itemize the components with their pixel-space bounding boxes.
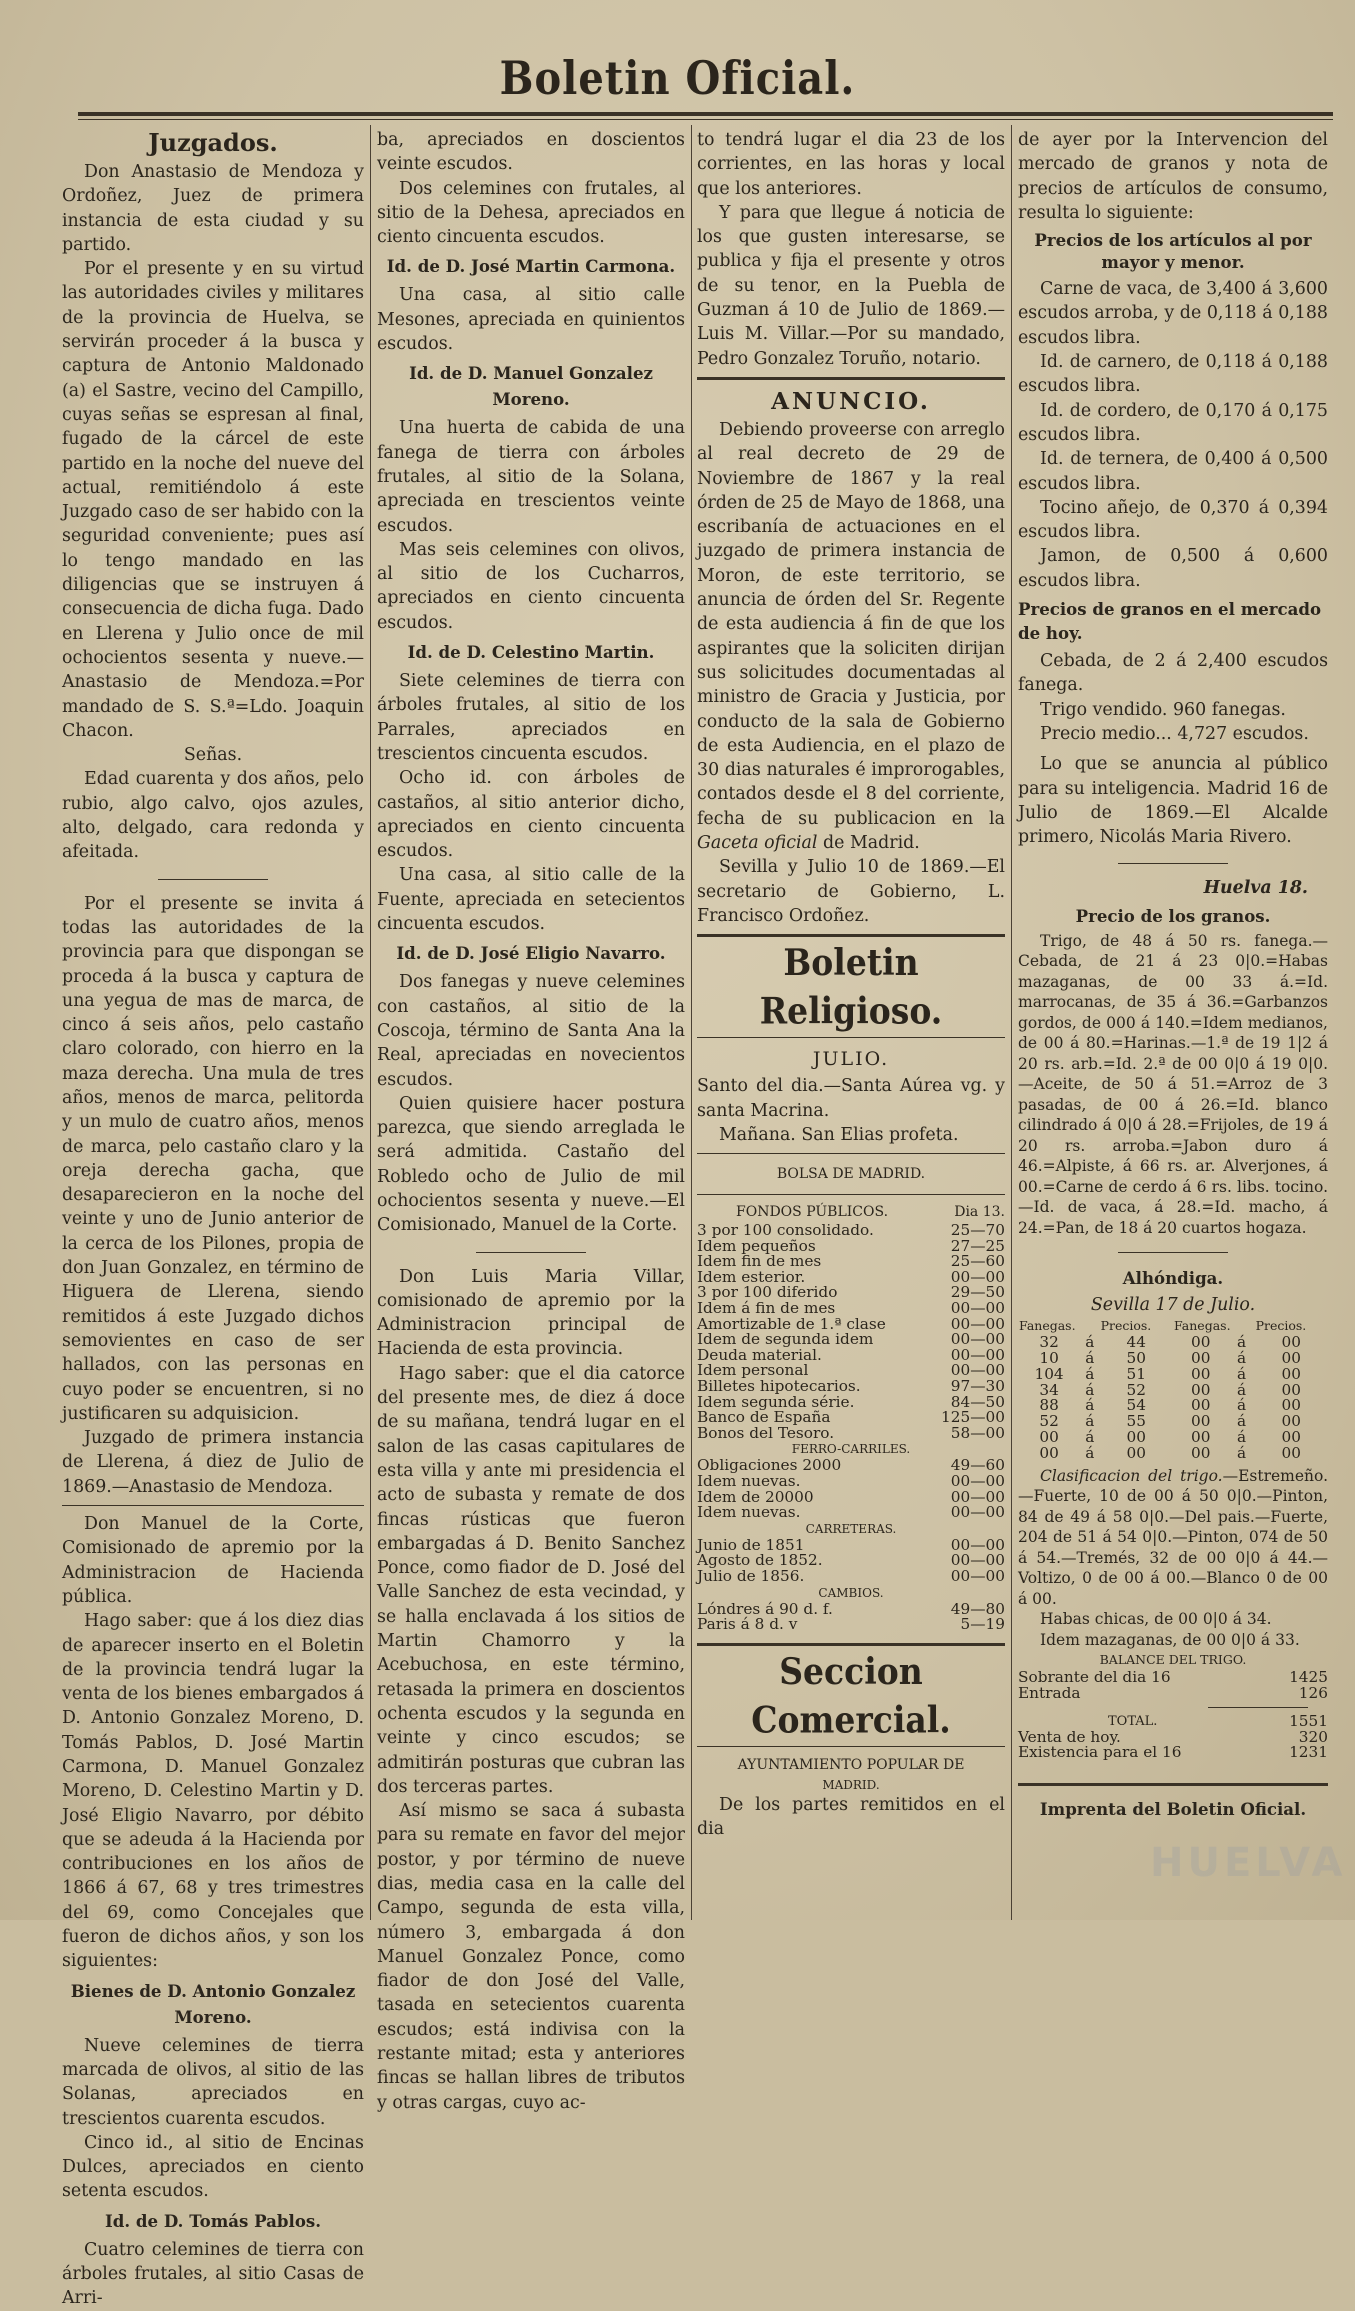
masthead-rule-thin — [78, 119, 1333, 120]
row-value: 25—60 — [950, 1252, 1005, 1271]
balance-totals — [1018, 1714, 1328, 1761]
table-cell: 00 — [1191, 1349, 1211, 1368]
row-value: 00—00 — [950, 1361, 1005, 1380]
total-value: 1551 — [1289, 1712, 1328, 1731]
table-cell: 00 — [1191, 1412, 1211, 1431]
row-label: 3 por 100 consolidado. — [697, 1221, 874, 1240]
manana-text: Mañana. San Elias profeta. — [719, 1124, 959, 1145]
row-value: 00—00 — [950, 1503, 1005, 1522]
paragraph: Por el presente y en su virtud las autoridades civiles y militares de la provincia de Huelva, se servirán proceder á la busca y captura de Antonio Maldonado (a) el Sastre, vecino del Campillo, cuyas señas se espresan al final, fugado de la cárcel de este partido en la noche del nueve del actual, remitiéndolo á este Juzgado caso de ser habido con la seguridad conveniente; pues así lo tengo mandado en las diligencias que se instruyen á consecuencia de dicha fuga. Dado en Llerena y Julio once de mil ochocientos sesenta y nueve.—Anastasio de Mendoza.=Por mandado de S. S.ª=Ldo. Joaquin Chacon. — [62, 259, 364, 741]
row-label: Sobrante del dia 16 — [1018, 1668, 1171, 1687]
table-cell: 00 — [1281, 1412, 1302, 1431]
paragraph: Trigo vendido. 960 fanegas. — [1040, 699, 1286, 720]
paragraph: Cuatro celemines de tierra con árboles frutales, al sitio Casas de Arri- — [62, 2239, 364, 2309]
masthead-rule — [78, 112, 1333, 116]
separator — [697, 934, 1005, 937]
row-label: Idem personal — [697, 1361, 809, 1380]
paragraph: Cebada, de 2 á 2,400 escudos fanega. — [1018, 651, 1328, 696]
dia-header: Dia 13. — [954, 1204, 1005, 1221]
table-subheader: FERRO-CARRILES. — [791, 1442, 911, 1457]
balance-title: BALANCE DEL TRIGO. — [1099, 1652, 1247, 1668]
row-label: Obligaciones 2000 — [697, 1456, 842, 1475]
table-cell: 00 — [1039, 1428, 1059, 1446]
paragraph: Edad cuarenta y dos años, pelo rubio, algo calvo, ojos azules, alto, delgado, cara redonda y afeitada. — [62, 769, 364, 863]
paragraph: Don Manuel de la Corte, Comisionado de apremio por la Administracion de Hacienda pública. — [62, 1514, 364, 1607]
table-cell: 32 — [1039, 1333, 1059, 1352]
paragraph: De los partes remitidos en el dia — [697, 1794, 1005, 1840]
table-cell: á — [1085, 1364, 1095, 1383]
table-cell: 55 — [1126, 1412, 1147, 1431]
separator — [697, 377, 1005, 380]
row-value: 1425 — [1289, 1668, 1328, 1687]
sevilla-date: Sevilla 17 de Julio. — [1090, 1295, 1256, 1316]
table-cell: á — [1085, 1412, 1095, 1431]
paragraph: Precio medio... 4,727 escudos. — [1040, 723, 1309, 744]
price-item: Jamon, de 0,500 á 0,600 escudos libra. — [1018, 546, 1328, 591]
table-subheader: CAMBIOS. — [818, 1585, 884, 1600]
paragraph — [1018, 1466, 1328, 1610]
subheading: Id. de D. José Martin Carmona. — [386, 256, 676, 277]
paragraph: Una huerta de cabida de una fanega de tierra con árboles frutales, al sitio de la Solana, apreciada en trescientos veinte escudos. — [377, 418, 685, 536]
paragraph: Sevilla y Julio 10 de 1869.—El secretario de Gobierno, L. Francisco Ordoñez. — [697, 857, 1005, 926]
table-cell: á — [1236, 1333, 1247, 1352]
row-value: 97—30 — [950, 1377, 1005, 1396]
table-cell: 00 — [1281, 1364, 1302, 1383]
existencia-label: Existencia para el 16 — [1018, 1743, 1182, 1762]
row-value: 25—70 — [950, 1221, 1005, 1240]
table-row — [697, 1617, 1005, 1633]
row-label: Deuda material. — [697, 1345, 822, 1364]
table-cell: á — [1085, 1396, 1095, 1415]
row-label: Idem de segunda idem — [697, 1330, 874, 1349]
separator — [697, 1037, 1005, 1038]
table-cell: 104 — [1034, 1364, 1064, 1383]
table-cell: 51 — [1126, 1364, 1147, 1383]
row-value: 29—50 — [950, 1283, 1005, 1302]
price-item: Carne de vaca, de 3,400 á 3,600 escudos arroba, y de 0,118 á 0,188 escudos libra. — [1018, 279, 1328, 348]
watermark-logo: HUELVA — [1150, 1840, 1347, 1886]
separator — [697, 1643, 1005, 1646]
row-value: 00—00 — [950, 1330, 1005, 1349]
table-cell: 00 — [1191, 1396, 1211, 1415]
madrid-title: MADRID. — [822, 1777, 880, 1792]
table-row — [697, 1426, 1005, 1442]
santo-text: Santo del dia.—Santa Aúrea vg. y santa Macrina. — [697, 1076, 1005, 1121]
row-value: 126 — [1298, 1683, 1328, 1702]
table-cell: 00 — [1191, 1428, 1211, 1446]
paragraph: de ayer por la Intervencion del mercado de granos y nota de precios de artículos de consumo, resulta lo siguiente: — [1018, 130, 1328, 223]
row-label: Agosto de 1852. — [697, 1551, 823, 1570]
row-label: 3 por 100 diferido — [697, 1283, 838, 1302]
julio-title: JULIO. — [812, 1048, 890, 1071]
paragraph: Juzgado de primera instancia de Llerena, á diez de Julio de 1869.—Anastasio de Mendoza. — [62, 1428, 364, 1497]
table-cell: á — [1236, 1349, 1247, 1368]
subheading: Id. de D. Manuel Gonzalez Moreno. — [409, 363, 653, 410]
fanegas-header: Fanegas. — [1173, 1318, 1231, 1334]
table-cell: 50 — [1126, 1349, 1147, 1368]
table-cell: 00 — [1281, 1428, 1302, 1446]
table-row — [1018, 1686, 1328, 1702]
paragraph: Una casa, al sitio calle de la Fuente, apreciada en setecientos cincuenta escudos. — [377, 865, 685, 935]
bolsa-table — [697, 1201, 1005, 1633]
row-value: 49—80 — [950, 1599, 1005, 1618]
row-label: Idem nuevas. — [697, 1472, 801, 1490]
price-item: Id. de carnero, de 0,118 á 0,188 escudos libra. — [1018, 352, 1328, 397]
subheading: Id. de D. Tomás Pablos. — [104, 2210, 322, 2231]
row-value: 00—00 — [950, 1267, 1005, 1286]
precios-title: Precios de los artículos al por mayor y menor. — [1034, 230, 1312, 273]
column-2 — [377, 128, 685, 2115]
column-divider — [691, 125, 692, 1920]
row-label: Idem segunda série. — [697, 1392, 855, 1411]
huelva-title: Precio de los granos. — [1075, 905, 1271, 926]
section-juzgados-title: Juzgados. — [148, 128, 278, 157]
row-label: Idem fin de mes — [697, 1252, 822, 1271]
separator — [697, 1194, 1005, 1195]
paragraph: Hago saber: que á los diez dias de aparecer inserto en el Boletin de la provincia tendrá lugar la venta de los bienes embargados á D. Antonio Gonzalez Moreno, D. Tomás Pablos, D. José Martin Carmona, D. Manuel Gonzalez Moreno, D. Celestino Martin y D. José Eligio Navarro, por débito que se adeuda á la Hacienda por contribuciones en los años de 1866 á 67, 68 y tres trimestres del 69, como Concejales que fueron de dichos años, y son los siguientes: — [62, 1611, 364, 1972]
paragraph: Cinco id., al sitio de Encinas Dulces, apreciados en ciento setenta escudos. — [62, 2132, 364, 2202]
alhondiga-title: Alhóndiga. — [1122, 1268, 1224, 1289]
granos-title: Precios de granos en el mercado de hoy. — [1018, 599, 1322, 644]
separator — [697, 1153, 1005, 1154]
gaceta-text: Gaceta oficial — [697, 833, 818, 854]
table-cell: á — [1085, 1428, 1095, 1446]
imprenta-footer: Imprenta del Boletin Oficial. — [1039, 1799, 1307, 1820]
row-label: Amortizable de 1.ª clase — [697, 1314, 886, 1333]
table-cell: 00 — [1126, 1428, 1147, 1446]
paragraph: Don Luis Maria Villar, comisionado de apremio por la Administracion principal de Hacienda de esta provincia. — [377, 1266, 685, 1360]
paragraph: Una casa, al sitio calle Mesones, apreciada en quinientos escudos. — [377, 285, 685, 355]
table-cell: á — [1236, 1396, 1247, 1415]
row-value: 00—00 — [950, 1487, 1005, 1506]
table-cell: á — [1085, 1349, 1095, 1368]
column-divider — [370, 125, 371, 1920]
paragraph: Hago saber: que el dia catorce del presente mes, de diez á doce de su mañana, tendrá lugar en el salon de las casas capitulares de esta villa y ante mi presidencia el acto de subasta y remate de dos fincas rústicas que fueron embargadas á D. Benito Sanchez Ponce, como fiador de D. José del Valle Sanchez de esta vecindad, y se halla enclavada á los sitios de Martin Chamorro y la Acebuchosa, en este término, retasada la primera en doscientos ochenta escudos y la segunda en veinte y cinco escudos; se admitirán posturas que cubran las dos terceras partes. — [377, 1363, 685, 1797]
row-label: Idem esterior. — [697, 1267, 806, 1286]
paragraph: Mas seis celemines con olivos, al sitio de los Cucharros, apreciados en ciento cincuenta escudos. — [377, 539, 685, 633]
paragraph: Don Anastasio de Mendoza y Ordoñez, Juez de primera instancia de esta ciudad y su partido. — [62, 162, 364, 255]
table-cell: 10 — [1039, 1349, 1059, 1368]
row-value: 125—00 — [941, 1408, 1005, 1427]
separator — [1018, 1783, 1328, 1786]
grain-table — [1018, 1317, 1328, 1461]
row-label: Banco de España — [697, 1408, 831, 1427]
paragraph: ba, apreciados en doscientos veinte escudos. — [377, 130, 685, 175]
row-value: 58—00 — [950, 1423, 1005, 1442]
ayuntamiento-title: AYUNTAMIENTO POPULAR DE — [737, 1756, 965, 1773]
paragraph: Quien quisiere hacer postura parezca, que siendo arreglada le será admitida. Castaño del Robledo ocho de Julio de mil ochocientos sesenta y nueve.—El Comisionado, Manuel de la Corte. — [377, 1093, 685, 1236]
table-cell: 52 — [1126, 1380, 1147, 1399]
table-cell: 00 — [1281, 1349, 1302, 1368]
clasificacion-title: Clasificacion del trigo. — [1040, 1466, 1223, 1485]
column-4 — [1018, 128, 1328, 1826]
row-value: 00—00 — [950, 1472, 1005, 1490]
table-cell: á — [1236, 1443, 1247, 1462]
paragraph: Dos celemines con frutales, al sitio de la Dehesa, apreciados en ciento cincuenta escudos. — [377, 178, 685, 248]
venta-value: 320 — [1298, 1727, 1328, 1746]
table-cell: 00 — [1191, 1333, 1211, 1352]
subheading: Id. de D. Celestino Martin. — [407, 642, 655, 663]
table-cell: 00 — [1281, 1396, 1302, 1415]
venta-label: Venta de hoy. — [1018, 1727, 1121, 1746]
paragraph: Y para que llegue á noticia de los que gusten interesarse, se publica y fija el presente y otros de su tenor, en la Puebla de Guzman á 10 de Julio de 1869.—Luis M. Villar.—Por su mandado, Pedro Gonzalez Toruño, notario. — [697, 202, 1005, 369]
table-cell: 52 — [1039, 1412, 1059, 1431]
text: —Estremeño.—Fuerte, 10 de 00 á 50 0|0.—Pinton, 84 de 49 á 58 0|0.—Del pais.—Fuerte, 204 de 51 á 54 0|0.—Pinton, 074 de 50 á 54.—Tremés, 32 de 00 0|0 á 44.—Voltizo, 0 de 00 á 00.—Blanco 0 de 00 á 00. — [1018, 1466, 1328, 1608]
row-label: Lóndres á 90 d. f. — [697, 1599, 833, 1618]
table-cell: á — [1236, 1412, 1247, 1431]
table-cell: 00 — [1281, 1443, 1302, 1462]
table-row — [1018, 1446, 1328, 1462]
row-label: Bonos del Tesoro. — [697, 1423, 835, 1442]
row-value: 00—00 — [950, 1551, 1005, 1570]
table-cell: 54 — [1126, 1396, 1147, 1415]
table-cell: 00 — [1281, 1333, 1302, 1352]
row-value: 00—00 — [950, 1535, 1005, 1554]
row-value: 00—00 — [950, 1314, 1005, 1333]
row-label: Julio de 1856. — [697, 1566, 805, 1585]
table-cell: 34 — [1039, 1380, 1059, 1399]
table-cell: á — [1085, 1333, 1095, 1352]
table-cell: á — [1085, 1380, 1095, 1399]
separator — [697, 1746, 1005, 1747]
row-value: 27—25 — [950, 1236, 1005, 1255]
table-cell: 88 — [1039, 1396, 1059, 1415]
bolsa-title: BOLSA DE MADRID. — [776, 1166, 926, 1183]
table-cell: 00 — [1191, 1380, 1211, 1399]
existencia-value: 1231 — [1289, 1743, 1328, 1762]
paragraph — [697, 418, 1005, 855]
price-item: Id. de cordero, de 0,170 á 0,175 escudos libra. — [1018, 400, 1328, 445]
table-cell: á — [1236, 1380, 1247, 1399]
row-value: 00—00 — [950, 1566, 1005, 1585]
paragraph: Nueve celemines de tierra marcada de olivos, al sitio de las Solanas, apreciados en trescientos cuarenta escudos. — [62, 2035, 364, 2129]
table-cell: 44 — [1126, 1333, 1147, 1352]
subheading: Id. de D. José Eligio Navarro. — [396, 943, 666, 964]
table-subheader: CARRETERAS. — [805, 1521, 897, 1536]
paragraph: Así mismo se saca á subasta para su remate en favor del mejor postor, y por término de nueve dias, media casa en la calle del Campo, segunda de esta villa, número 3, embargada á don Manuel Gonzalez Ponce, como fiador de don José del Valle, tasada en setecientos cuarenta escudos; está indivisa con la restante mitad; esta y anteriores fincas se hallan libres de tributos y otras cargas, cuyo ac- — [377, 1801, 685, 2113]
table-row — [1018, 1745, 1328, 1761]
precios-header: Precios. — [1255, 1318, 1307, 1334]
separator — [1118, 863, 1228, 864]
fanegas-header: Fanegas. — [1019, 1318, 1076, 1334]
row-value: 00—00 — [950, 1299, 1005, 1318]
paragraph: Por el presente se invita á todas las autoridades de la provincia para que dispongan se proceda á la busca y captura de una yegua de mas de marca, de cinco á seis años, pelo castaño claro colorado, con hierro en la maza derecha. Una mula de tres años, menos de marca, pelitorda y un mulo de cuatro años, menos de marca, pelo castaño claro y la oreja derecha gacha, que desaparecieron en la noche del veinte y uno de Junio anterior de la cerca de los Pilones, propia de don Juan Gonzalez, en término de Higuera de Llerena, siendo remitidos á este Juzgado dichos semovientes en caso de ser hallados, con las personas en cuyo poder se encuentren, si no justificaren su adquisicion. — [62, 893, 364, 1424]
masthead: Boletin Oficial. — [499, 51, 856, 106]
fondos-header: FONDOS PÚBLICOS. — [736, 1204, 889, 1221]
table-subheader-row — [697, 1585, 1005, 1602]
paragraph: Ocho id. con árboles de castaños, al sitio anterior dicho, apreciados en ciento cincuenta escudos. — [377, 768, 685, 862]
table-row — [697, 1505, 1005, 1521]
row-value: 5—19 — [960, 1615, 1005, 1634]
table-header-row — [697, 1201, 1005, 1223]
seccion-comercial-title: Seccion Comercial. — [751, 1649, 951, 1741]
paragraph: Idem mazaganas, de 00 0|0 á 33. — [1040, 1630, 1300, 1649]
separator — [476, 1252, 586, 1253]
paragraph: Lo que se anuncia al público para su inteligencia. Madrid 16 de Julio de 1869.—El Alcalde primero, Nicolás Maria Rivero. — [1018, 754, 1328, 848]
boletin-religioso-title: Boletin Religioso. — [759, 941, 943, 1033]
price-item: Id. de ternera, de 0,400 á 0,500 escudos libra. — [1018, 449, 1328, 494]
text: Debiendo proveerse con arreglo al real decreto de 29 de Noviembre de 1867 y la real órden de 25 de Mayo de 1868, una escribanía de actuaciones en el juzgado de primera instancia de Moron, de este territorio, se anuncia de órden del Sr. Regente de esta audiencia á fin de que los aspirantes que la soliciten dirijan sus solicitudes documentadas al ministro de Gracia y Justicia, por conducto de la sala de Gobierno de esta Audiencia, en el plazo de 30 dias naturales é improrogables, contados desde el 8 del corriente, fecha de su publicacion en la — [697, 419, 1005, 829]
anuncio-title: ANUNCIO. — [771, 387, 931, 415]
row-label: Paris á 8 d. v — [697, 1615, 798, 1634]
table-cell: á — [1236, 1364, 1247, 1383]
row-label: Idem pequeños — [697, 1236, 816, 1255]
row-value: 49—60 — [950, 1456, 1005, 1475]
paragraph: Trigo, de 48 á 50 rs. fanega.—Cebada, de 21 á 23 0|0.=Habas mazaganas, de 00 33 á.=Id. marrocanas, de 35 á 36.=Garbanzos gordos, de 000 á 140.=Idem medianos, de 00 á 80.=Harinas.—1.ª de 19 1|2 á 20 rs. arb.=Id. 2.ª de 00 0|0 á 19 0|0.—Aceite, de 50 á 51.=Arroz de 3 pasadas, de 00 á 26.=Id. blanco cilindrado á 0|0 á 28.=Frijoles, de 19 á 20 rs. arroba.=Jabon duro á 46.=Alpiste, á 66 rs. ar. Alverjones, á 00.=Carne de cerdo á 6 rs. libs. tocino.—Id. de vaca, á 28.=Id. macho, á 24.=Pan, de 18 á 20 cuartos hogaza. — [1018, 931, 1328, 1237]
row-label: Entrada — [1018, 1683, 1081, 1702]
table-cell: 00 — [1039, 1443, 1059, 1462]
paragraph: to tendrá lugar el dia 23 de los corrientes, en las horas y local que los anteriores. — [697, 130, 1005, 199]
balance-table — [1018, 1670, 1328, 1701]
row-value: 00—00 — [950, 1345, 1005, 1364]
column-3 — [697, 128, 1005, 1841]
table-cell: á — [1236, 1428, 1247, 1446]
total-label: TOTAL. — [1108, 1714, 1158, 1730]
column-divider — [1011, 125, 1012, 1920]
table-cell: 00 — [1126, 1443, 1147, 1462]
table-cell: 00 — [1191, 1364, 1211, 1383]
row-label: Idem nuevas. — [697, 1503, 801, 1522]
table-cell: 00 — [1191, 1443, 1211, 1462]
row-label: Billetes hipotecarios. — [697, 1377, 861, 1396]
paragraph: Dos fanegas y nueve celemines con castaños, al sitio de la Coscoja, término de Santa Ana la Real, apreciadas en novecientos escudos. — [377, 972, 685, 1090]
table-row — [697, 1569, 1005, 1585]
table-cell: 00 — [1281, 1380, 1302, 1399]
separator — [62, 1505, 364, 1506]
row-label: Idem de 20000 — [697, 1487, 814, 1506]
text: de Madrid. — [823, 833, 920, 854]
paragraph: Siete celemines de tierra con árboles frutales, al sitio de los Parrales, apreciados en trescientos cincuenta escudos. — [377, 671, 685, 764]
row-value: 84—50 — [950, 1392, 1005, 1411]
row-label: Junio de 1851 — [697, 1535, 805, 1554]
row-label: Idem á fin de mes — [697, 1299, 836, 1318]
huelva-date: Huelva 18. — [1203, 878, 1308, 899]
separator — [158, 879, 268, 880]
paragraph: Habas chicas, de 00 0|0 á 34. — [1040, 1610, 1272, 1629]
precios-header: Precios. — [1100, 1318, 1152, 1334]
separator — [1118, 1252, 1228, 1253]
senas-title: Señas. — [183, 745, 243, 766]
separator — [1208, 1707, 1308, 1708]
subheading: Bienes de D. Antonio Gonzalez Moreno. — [70, 1980, 356, 2027]
table-cell: á — [1085, 1443, 1095, 1462]
price-item: Tocino añejo, de 0,370 á 0,394 escudos libra. — [1018, 497, 1328, 543]
column-1 — [62, 128, 364, 2311]
